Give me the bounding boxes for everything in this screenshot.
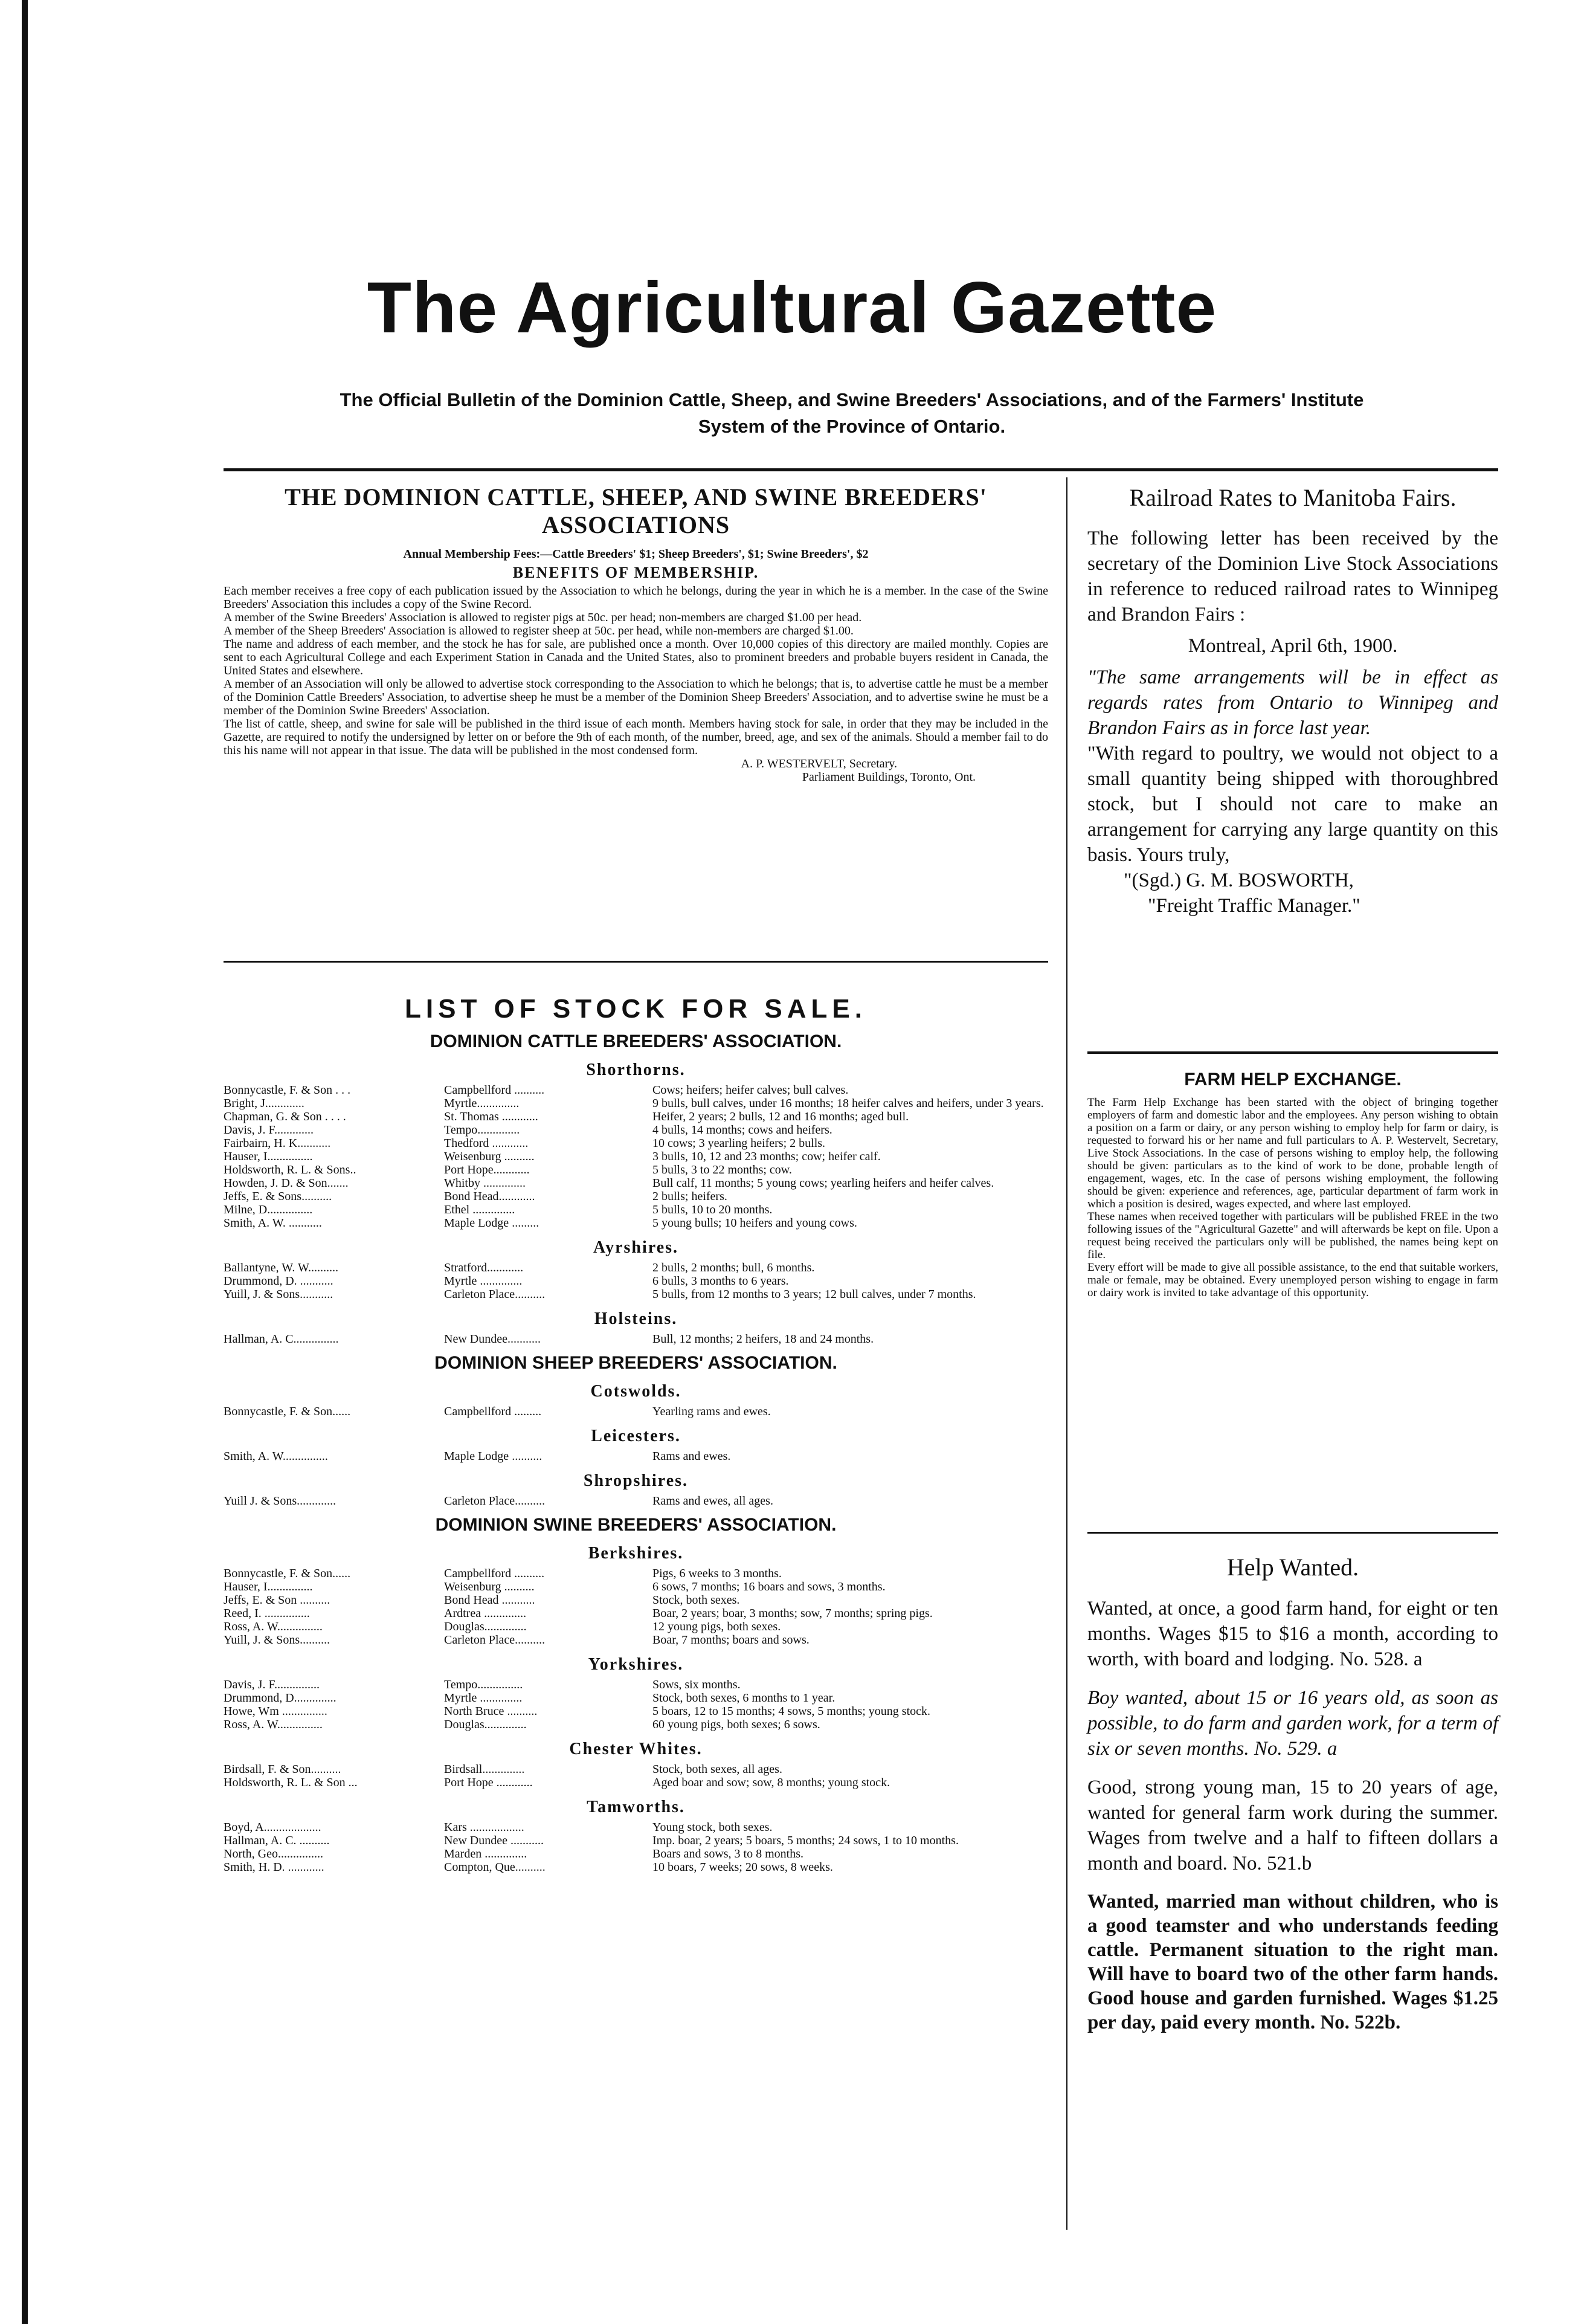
stock-row bbox=[224, 1821, 1048, 1834]
stock-row bbox=[224, 1261, 1048, 1274]
breeder-place: Douglas.............. bbox=[444, 1620, 527, 1633]
stock-description: 5 young bulls; 10 heifers and young cows. bbox=[652, 1216, 857, 1230]
secretary-address: Parliament Buildings, Toronto, Ont. bbox=[802, 770, 976, 784]
stock-description: Stock, both sexes, all ages. bbox=[652, 1763, 782, 1776]
breeder-name: Milne, D............... bbox=[224, 1203, 313, 1216]
stock-list-title: LIST OF STOCK FOR SALE. bbox=[405, 994, 867, 1024]
breeder-name: Smith, H. D. ............ bbox=[224, 1861, 324, 1874]
breeder-place: Kars .................. bbox=[444, 1821, 524, 1834]
breeder-place: Myrtle .............. bbox=[444, 1691, 523, 1705]
stock-row bbox=[224, 1137, 1048, 1150]
breeder-name: Jeffs, E. & Sons.......... bbox=[224, 1190, 332, 1203]
stock-row bbox=[224, 1691, 1048, 1705]
breeder-name: Holdsworth, R. L. & Son ... bbox=[224, 1776, 358, 1789]
help-wanted-ad: Wanted, married man without children, who is a good teamster and who understands feeding cattle. Permanent situation to the right man. Will have to board two of the other farm hands. Good house and garden furnished. Wages $1.25 per day, paid every month. No. 522b. bbox=[1087, 1891, 1498, 2033]
breeder-place: Tempo.............. bbox=[444, 1123, 520, 1137]
stock-row bbox=[224, 1633, 1048, 1647]
letter-title: "Freight Traffic Manager." bbox=[1148, 895, 1360, 917]
help-wanted-ad: Wanted, at once, a good farm hand, for eight or ten months. Wages $15 to $16 a month, according to worth, with board and lodging. No. 528. a bbox=[1087, 1598, 1498, 1670]
railroad-section bbox=[1087, 483, 1498, 918]
stock-row bbox=[224, 1332, 1048, 1346]
swine-section bbox=[224, 1515, 1048, 1874]
breed-heading: Leicesters. bbox=[591, 1427, 681, 1445]
railroad-intro: The following letter has been received by the secretary of the Dominion Live Stock Associations in reference to reduced railroad rates to Winnipeg and Brandon Fairs : bbox=[1087, 528, 1498, 625]
breeder-name: Hallman, A. C. .......... bbox=[224, 1834, 330, 1847]
section-rule bbox=[1087, 1051, 1498, 1054]
breeder-name: Yuill, J. & Sons.......... bbox=[224, 1633, 330, 1647]
breeder-place: Maple Lodge ......... bbox=[444, 1216, 539, 1230]
stock-description: 60 young pigs, both sexes; 6 sows. bbox=[652, 1718, 820, 1731]
breeder-place: St. Thomas ............ bbox=[444, 1110, 538, 1123]
breed-groups bbox=[224, 1544, 1048, 1874]
stock-row bbox=[224, 1216, 1048, 1230]
breeder-name: Fairbairn, H. K........... bbox=[224, 1137, 331, 1150]
farm-help-paragraph: These names when received together with particulars will be published FREE in the two following issues of the "Agricultural Gazette" and will afterwards be kept on file. Upon a request being received the particulars only will be published, the names being kept on file. bbox=[1087, 1210, 1498, 1261]
breeder-place: New Dundee ........... bbox=[444, 1834, 544, 1847]
breeder-place: Carleton Place.......... bbox=[444, 1633, 546, 1647]
stock-description: 6 sows, 7 months; 16 boars and sows, 3 months. bbox=[652, 1580, 886, 1593]
breeder-place: Port Hope............ bbox=[444, 1163, 530, 1177]
letter-paragraph: "The same arrangements will be in effect as regards rates from Ontario to Winnipeg and Brandon Fairs as in force last year. bbox=[1087, 667, 1498, 739]
breeder-name: Drummond, D.............. bbox=[224, 1691, 336, 1705]
breeder-name: Reed, I. ............... bbox=[224, 1607, 310, 1620]
stock-description: 6 bulls, 3 months to 6 years. bbox=[652, 1274, 789, 1288]
breeder-place: Bond Head............ bbox=[444, 1190, 535, 1203]
breeder-place: Campbellford .......... bbox=[444, 1083, 545, 1097]
stock-description: Yearling rams and ewes. bbox=[652, 1405, 771, 1418]
breeder-place: Stratford............ bbox=[444, 1261, 524, 1274]
breeder-place: Marden .............. bbox=[444, 1847, 527, 1861]
stock-row bbox=[224, 1763, 1048, 1776]
page-title: The Agricultural Gazette bbox=[367, 267, 1217, 348]
breeder-place: Maple Lodge .......... bbox=[444, 1450, 542, 1463]
stock-row bbox=[224, 1567, 1048, 1580]
help-wanted-section bbox=[1087, 1553, 1498, 2035]
farm-help-paragraph: Every effort will be made to give all possible assistance, to the end that suitable workers, male or female, may be obtained. Every unemployed person wishing to engage in farm or dairy work is invited to take advantage of this opportunity. bbox=[1087, 1261, 1498, 1299]
masthead-rule bbox=[224, 468, 1498, 471]
section-rule bbox=[224, 961, 1048, 963]
section-rule bbox=[1087, 1532, 1498, 1534]
breeder-place: Carleton Place.......... bbox=[444, 1288, 546, 1301]
stock-description: 10 cows; 3 yearling heifers; 2 bulls. bbox=[652, 1137, 826, 1150]
stock-row bbox=[224, 1110, 1048, 1123]
breed-groups bbox=[224, 1382, 1048, 1508]
breed-heading: Berkshires. bbox=[588, 1544, 684, 1563]
stock-description: Boars and sows, 3 to 8 months. bbox=[652, 1847, 803, 1861]
breeder-name: Bonnycastle, F. & Son...... bbox=[224, 1405, 351, 1418]
stock-row bbox=[224, 1861, 1048, 1874]
stock-row bbox=[224, 1705, 1048, 1718]
stock-description: 4 bulls, 14 months; cows and heifers. bbox=[652, 1123, 832, 1137]
stock-description: Boar, 2 years; boar, 3 months; sow, 7 months; spring pigs. bbox=[652, 1607, 933, 1620]
stock-description: Bull, 12 months; 2 heifers, 18 and 24 months. bbox=[652, 1332, 874, 1346]
stock-description: 5 boars, 12 to 15 months; 4 sows, 5 months; young stock. bbox=[652, 1705, 931, 1718]
breeder-name: Drummond, D. ........... bbox=[224, 1274, 333, 1288]
breeder-name: Hauser, I............... bbox=[224, 1580, 313, 1593]
breeder-place: Port Hope ............ bbox=[444, 1776, 533, 1789]
stock-row bbox=[224, 1150, 1048, 1163]
stock-description: Cows; heifers; heifer calves; bull calves. bbox=[652, 1083, 849, 1097]
breeder-place: New Dundee........... bbox=[444, 1332, 541, 1346]
associations-heading: THE DOMINION CATTLE, SHEEP, AND SWINE BREEDERS' ASSOCIATIONS bbox=[285, 483, 987, 538]
breeder-place: Whitby .............. bbox=[444, 1177, 526, 1190]
stock-description: 5 bulls, 3 to 22 months; cow. bbox=[652, 1163, 792, 1177]
breed-heading: Yorkshires. bbox=[588, 1655, 684, 1674]
stock-description: 5 bulls, from 12 months to 3 years; 12 bull calves, under 7 months. bbox=[652, 1288, 976, 1301]
stock-list bbox=[224, 994, 1048, 1874]
stock-row bbox=[224, 1607, 1048, 1620]
breeder-place: Ardtrea .............. bbox=[444, 1607, 527, 1620]
farm-help-paragraph: The Farm Help Exchange has been started with the object of bringing together employers of farm and domestic labor and the employees. Any person wishing to obtain a position on a farm or dairy, or any person wishing to employ help for farm or dairy, is requested to forward his or her name and full particulars to A. P. Westervelt, Secretary, Live Stock Associations. In the case of persons wishing to employ help, the following should be given: particulars as to the kind of work to be done, probable length of engagement, wages, etc. In the case of persons wishing employment, the following should be given: experience and references, age, particular department of farm work in which a position is desired, wages expected, and where last employed. bbox=[1087, 1096, 1498, 1210]
breed-heading: Ayrshires. bbox=[593, 1238, 679, 1257]
stock-description: 12 young pigs, both sexes. bbox=[652, 1620, 781, 1633]
page-subtitle: The Official Bulletin of the Dominion Cattle, Sheep, and Swine Breeders' Associations, and of the Farmers' Institute System of the Province of Ontario. bbox=[340, 389, 1364, 437]
breeder-name: Howden, J. D. & Son....... bbox=[224, 1177, 349, 1190]
stock-description: Bull calf, 11 months; 5 young cows; yearling heifers and heifer calves. bbox=[652, 1177, 994, 1190]
breeder-name: Birdsall, F. & Son.......... bbox=[224, 1763, 341, 1776]
breeder-place: Campbellford .......... bbox=[444, 1567, 545, 1580]
membership-fees: Annual Membership Fees:—Cattle Breeders' $1; Sheep Breeders', $1; Swine Breeders', $2 bbox=[403, 547, 869, 561]
stock-description: 2 bulls, 2 months; bull, 6 months. bbox=[652, 1261, 815, 1274]
help-wanted-ad: Boy wanted, about 15 or 16 years old, as soon as possible, to do farm and garden work, for a term of six or seven months. No. 529. a bbox=[1087, 1687, 1498, 1760]
breeder-name: Davis, J. F............... bbox=[224, 1678, 320, 1691]
letter-date: Montreal, April 6th, 1900. bbox=[1188, 635, 1398, 657]
breeder-place: Myrtle.............. bbox=[444, 1097, 520, 1110]
breeder-place: Tempo............... bbox=[444, 1678, 523, 1691]
stock-row bbox=[224, 1288, 1048, 1301]
stock-row bbox=[224, 1678, 1048, 1691]
cattle-section bbox=[224, 1031, 1048, 1346]
breed-heading: Holsteins. bbox=[594, 1309, 678, 1328]
sheep-section bbox=[224, 1353, 1048, 1508]
breeder-name: Howe, Wm ............... bbox=[224, 1705, 327, 1718]
stock-description: Rams and ewes, all ages. bbox=[652, 1494, 773, 1508]
stock-row bbox=[224, 1083, 1048, 1097]
benefits-heading: BENEFITS OF MEMBERSHIP. bbox=[512, 564, 759, 581]
breeder-name: Ross, A. W............... bbox=[224, 1718, 323, 1731]
column-divider bbox=[1066, 477, 1067, 2230]
stock-row bbox=[224, 1190, 1048, 1203]
letter-signed: "(Sgd.) G. M. BOSWORTH, bbox=[1124, 870, 1354, 891]
breeder-place: Bond Head ........... bbox=[444, 1593, 535, 1607]
stock-description: Sows, six months. bbox=[652, 1678, 741, 1691]
breeder-place: Weisenburg .......... bbox=[444, 1580, 535, 1593]
stock-description: Heifer, 2 years; 2 bulls, 12 and 16 months; aged bull. bbox=[652, 1110, 909, 1123]
cattle-association-heading: DOMINION CATTLE BREEDERS' ASSOCIATION. bbox=[430, 1031, 842, 1051]
stock-row bbox=[224, 1163, 1048, 1177]
stock-row bbox=[224, 1834, 1048, 1847]
stock-row bbox=[224, 1718, 1048, 1731]
breed-heading: Shorthorns. bbox=[586, 1060, 686, 1079]
breeder-name: Yuill, J. & Sons........... bbox=[224, 1288, 333, 1301]
breeder-place: Birdsall.............. bbox=[444, 1763, 525, 1776]
stock-row bbox=[224, 1405, 1048, 1418]
help-wanted-heading: Help Wanted. bbox=[1226, 1554, 1359, 1581]
railroad-heading: Railroad Rates to Manitoba Fairs. bbox=[1129, 484, 1457, 511]
stock-description: 9 bulls, bull calves, under 16 months; 18 heifer calves and heifers, under 3 years. bbox=[652, 1097, 1044, 1110]
breed-groups bbox=[224, 1060, 1048, 1346]
stock-row bbox=[224, 1203, 1048, 1216]
stock-description: Rams and ewes. bbox=[652, 1450, 731, 1463]
benefit-paragraph: A member of the Swine Breeders' Association is allowed to register pigs at 50c. per head; non-members are charged $1.00 per head. bbox=[224, 611, 862, 624]
stock-description: 10 boars, 7 weeks; 20 sows, 8 weeks. bbox=[652, 1861, 833, 1874]
breed-heading: Chester Whites. bbox=[569, 1740, 703, 1758]
breeder-place: Weisenburg .......... bbox=[444, 1150, 535, 1163]
farm-help-heading: FARM HELP EXCHANGE. bbox=[1184, 1070, 1402, 1089]
breeder-name: Bonnycastle, F. & Son . . . bbox=[224, 1083, 351, 1097]
breed-heading: Cotswolds. bbox=[590, 1382, 681, 1401]
stock-row bbox=[224, 1580, 1048, 1593]
stock-description: Aged boar and sow; sow, 8 months; young stock. bbox=[652, 1776, 890, 1789]
breeder-name: Hauser, I............... bbox=[224, 1150, 313, 1163]
stock-row bbox=[224, 1620, 1048, 1633]
stock-row bbox=[224, 1776, 1048, 1789]
breeder-name: Holdsworth, R. L. & Sons.. bbox=[224, 1163, 356, 1177]
breeder-place: Thedford ............ bbox=[444, 1137, 529, 1150]
stock-description: Stock, both sexes, 6 months to 1 year. bbox=[652, 1691, 835, 1705]
sheep-association-heading: DOMINION SHEEP BREEDERS' ASSOCIATION. bbox=[434, 1353, 837, 1373]
breed-heading: Tamworths. bbox=[587, 1798, 685, 1816]
breeder-name: Chapman, G. & Son . . . . bbox=[224, 1110, 346, 1123]
help-wanted-ad: Good, strong young man, 15 to 20 years of age, wanted for general farm work during the summer. Wages from twelve and a half to fifteen dollars a month and board. No. 521.b bbox=[1087, 1777, 1498, 1874]
breeder-name: Boyd, A................... bbox=[224, 1821, 321, 1834]
stock-description: Imp. boar, 2 years; 5 boars, 5 months; 24 sows, 1 to 10 months. bbox=[652, 1834, 959, 1847]
benefit-paragraph: A member of an Association will only be allowed to advertise stock corresponding to the Association to which he belongs; that is, to advertise cattle he must be a member of the Dominion Cattle Breeders' Association, to advertise sheep he must be a member of the Dominion Sheep Breeders' Association, and to advertise swine he must be a member of the Dominion Swine Breeders' Association. bbox=[224, 677, 1048, 717]
swine-association-heading: DOMINION SWINE BREEDERS' ASSOCIATION. bbox=[435, 1515, 837, 1535]
benefit-paragraph: The name and address of each member, and the stock he has for sale, are published once a month. Over 10,000 copies of this directory are mailed monthly. Copies are sent to each Agricultural College and each Experiment Station in Canada and the United States, also to prominent breeders and probable buyers resident in Canada, the United States and elsewhere. bbox=[224, 637, 1048, 677]
breeder-name: Bright, J............. bbox=[224, 1097, 304, 1110]
breed-heading: Shropshires. bbox=[583, 1471, 689, 1490]
stock-row bbox=[224, 1494, 1048, 1508]
stock-row bbox=[224, 1593, 1048, 1607]
stock-row bbox=[224, 1123, 1048, 1137]
breeder-name: Bonnycastle, F. & Son...... bbox=[224, 1567, 351, 1580]
breeder-place: Campbellford ......... bbox=[444, 1405, 542, 1418]
breeder-name: Jeffs, E. & Son .......... bbox=[224, 1593, 330, 1607]
breeder-name: Ballantyne, W. W.......... bbox=[224, 1261, 338, 1274]
breeder-place: Compton, Que.......... bbox=[444, 1861, 546, 1874]
stock-row bbox=[224, 1450, 1048, 1463]
breeder-place: North Bruce .......... bbox=[444, 1705, 538, 1718]
farm-help-section bbox=[1087, 1070, 1498, 1299]
stock-description: 5 bulls, 10 to 20 months. bbox=[652, 1203, 773, 1216]
stock-description: Stock, both sexes. bbox=[652, 1593, 740, 1607]
stock-row bbox=[224, 1847, 1048, 1861]
stock-description: Pigs, 6 weeks to 3 months. bbox=[652, 1567, 782, 1580]
breeder-name: Hallman, A. C............... bbox=[224, 1332, 339, 1346]
breeder-name: Ross, A. W............... bbox=[224, 1620, 323, 1633]
stock-description: Young stock, both sexes. bbox=[652, 1821, 773, 1834]
breeder-place: Douglas.............. bbox=[444, 1718, 527, 1731]
letter-paragraph: "With regard to poultry, we would not object to a small quantity being shipped with thoroughbred stock, but I should not care to make an arrangement for carrying any large quantity on this basis. Yours truly, bbox=[1087, 743, 1498, 866]
stock-description: 3 bulls, 10, 12 and 23 months; cow; heifer calf. bbox=[652, 1150, 881, 1163]
breeder-place: Carleton Place.......... bbox=[444, 1494, 546, 1508]
breeder-place: Myrtle .............. bbox=[444, 1274, 523, 1288]
benefit-paragraph: A member of the Sheep Breeders' Association is allowed to register sheep at 50c. per head, while non-members are charged $1.00. bbox=[224, 624, 854, 637]
stock-row bbox=[224, 1097, 1048, 1110]
stock-description: Boar, 7 months; boars and sows. bbox=[652, 1633, 810, 1647]
stock-description: 2 bulls; heifers. bbox=[652, 1190, 727, 1203]
breeder-name: Smith, A. W............... bbox=[224, 1450, 328, 1463]
benefit-paragraph: Each member receives a free copy of each publication issued by the Association to which he belongs, during the year in which he is a member. In the case of the Swine Breeders' Association this includes a copy of the Swine Record. bbox=[224, 584, 1048, 611]
secretary-signature: A. P. WESTERVELT, Secretary. bbox=[741, 757, 897, 770]
breeder-name: Smith, A. W. ........... bbox=[224, 1216, 322, 1230]
breeder-name: Yuill J. & Sons............. bbox=[224, 1494, 336, 1508]
benefit-paragraph: The list of cattle, sheep, and swine for sale will be published in the third issue of each month. Members having stock for sale, in order that they may be included in the Gazette, are required to notify the undersigned by letter on or before the 9th of each month, of the number, breed, age, and sex of the animals. Should a member fail to do this his name will not appear in that issue. The data will be published in the most condensed form. bbox=[224, 717, 1048, 757]
breeder-name: North, Geo............... bbox=[224, 1847, 323, 1861]
associations-section bbox=[224, 483, 1048, 784]
breeder-place: Ethel .............. bbox=[444, 1203, 515, 1216]
stock-row bbox=[224, 1177, 1048, 1190]
breeder-name: Davis, J. F............. bbox=[224, 1123, 314, 1137]
stock-row bbox=[224, 1274, 1048, 1288]
